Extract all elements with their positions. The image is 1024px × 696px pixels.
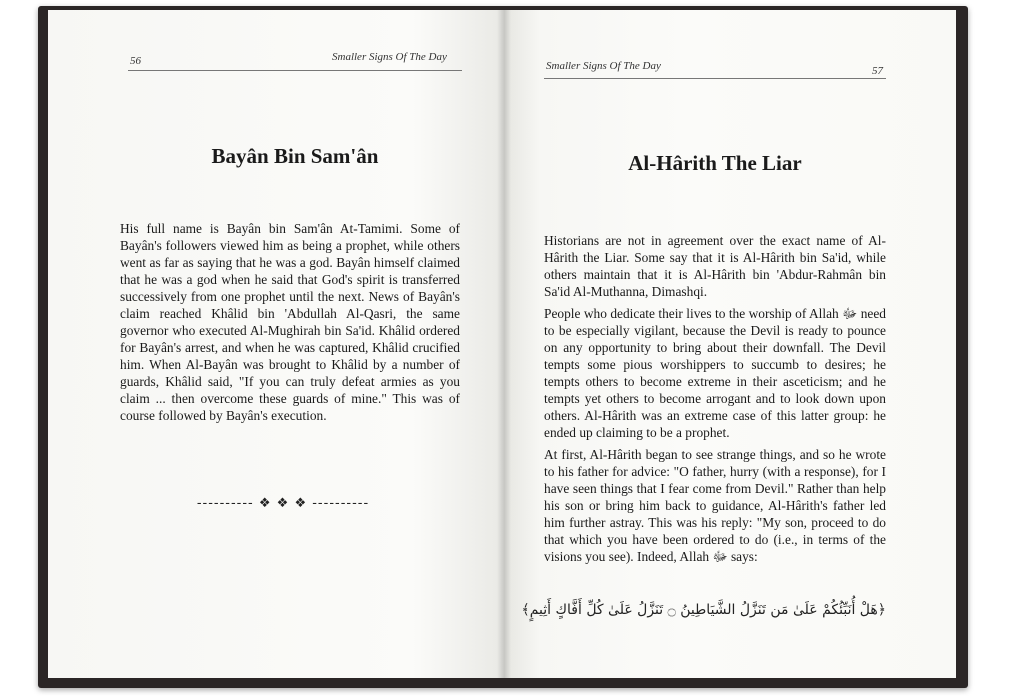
section-separator: ---------- ❖ ❖ ❖ ---------- (196, 496, 370, 511)
right-header-rule (544, 78, 886, 79)
left-page-number: 56 (130, 55, 141, 67)
right-body-text (544, 232, 886, 570)
quran-verse: ﴿هَلْ أُنَبِّئُكُمْ عَلَىٰ مَن تَنَزَّلُ الشَّيَاطِينُ ۝ تَنَزَّلُ عَلَىٰ كُلِّ أَفَّاكٍ أَثِيمٍ﴾ (521, 602, 886, 618)
right-page (504, 10, 956, 678)
right-running-head: Smaller Signs Of The Day (546, 60, 661, 72)
left-paragraph: His full name is Bayân bin Sam'ân At-Tamimi. Some of Bayân's followers viewed him as being a prophet, while others went as far as saying that he was a god. Bayân himself claimed that he was a god when he said that God's spirit is transferred successively from one prophet until the next. News of Bayân's claim reached Khâlid bin 'Abdullah Al-Qasri, the same governor who executed Al-Mughirah bin Sa'id. Khâlid ordered for Bayân's arrest, and when he was captured, Khâlid crucified him. When Al-Bayân was brought to Khâlid by a number of guards, Khâlid said, "If you can truly defeat armies as you claim ... then overcome these guards of mine." This was of course followed by Bayân's execution. (120, 221, 460, 423)
right-page-number: 57 (872, 65, 883, 77)
right-paragraph-2: People who dedicate their lives to the worship of Allah ﷻ need to be especially vigilant, because the Devil is ready to pounce on any opportunity to bring about their downfall. The Devil tempts some pious worshippers to succumb to desires; he tempts others to become extreme in their asceticism; and he tempts yet others to become arrogant and to look down upon others. Al-Hârith was an extreme case of this latter group: he ended up claiming to be a prophet. (544, 306, 886, 440)
right-paragraph-3: At first, Al-Hârith began to see strange things, and so he wrote to his father for advice: "O father, hurry (with a response), for I have seen things that I fear come from Devil." Rather than help his son or bring him back to guidance, Al-Hârith's father led him further astray. This was his reply: "My son, proceed to do that which you have been ordered to do (i.e., in terms of the visions you see). Indeed, Allah ﷻ says: (544, 447, 886, 564)
right-chapter-title: Al-Hârith The Liar (628, 151, 802, 175)
left-running-head: Smaller Signs Of The Day (332, 51, 447, 63)
book-gutter (497, 10, 511, 678)
left-page (48, 10, 504, 678)
left-body-text (120, 220, 460, 429)
right-paragraph-1: Historians are not in agreement over the exact name of Al-Hârith the Liar. Some say that it is Al-Hârith bin Sa'id, while others maintain that it is Al-Hârith bin 'Abdur-Rahmân bin Sa'id Al-Muthanna, Dimashqi. (544, 233, 886, 299)
left-header-rule (128, 70, 462, 71)
left-chapter-title: Bayân Bin Sam'ân (211, 144, 379, 168)
